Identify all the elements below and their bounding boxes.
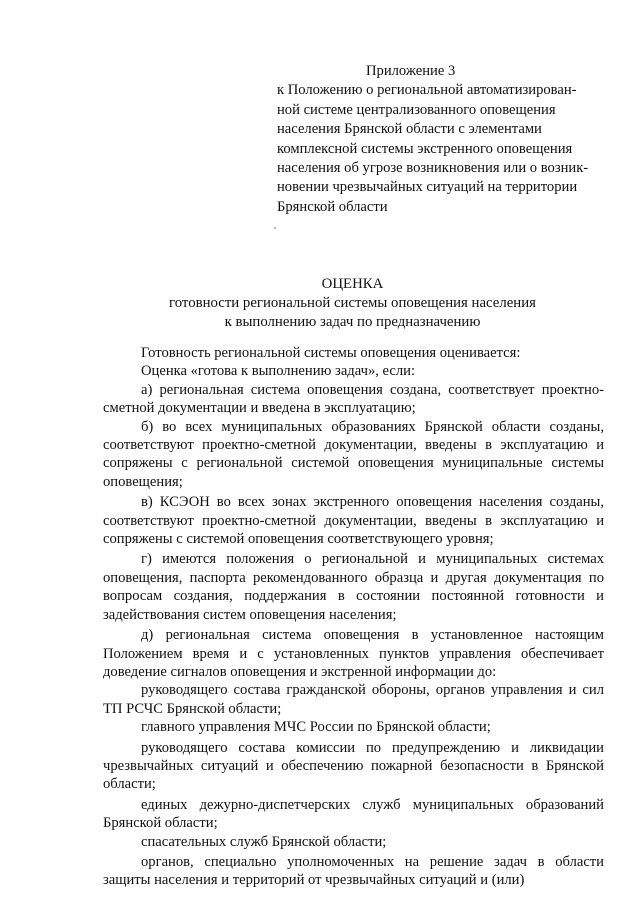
appendix-title: Приложение 3 xyxy=(366,63,456,79)
document-subtitle-line-2: к выполнению задач по предназначению xyxy=(224,314,481,330)
document-subtitle-line-1: готовности региональной системы оповещения населения xyxy=(169,295,536,311)
paragraph-item-v: в) КСЭОН во всех зонах экстренного оповещения населения созданы, соответствуют проектно-сметной документации, введены в эксплуатацию и сопряжены с системой оповещения соответствующего уровня; xyxy=(103,494,604,548)
appendix-line: к Положению о региональной автоматизирован- xyxy=(277,82,577,99)
paragraph-recipient: руководящего состава гражданской обороны, органов управления и сил ТП РСЧС Брянской области; xyxy=(103,682,604,717)
scan-speck xyxy=(274,227,276,229)
paragraph-recipient: главного управления МЧС России по Брянской области; xyxy=(141,719,491,736)
appendix-line: населения об угрозе возникновения или о возник- xyxy=(277,160,589,177)
appendix-line: населения Брянской области с элементами xyxy=(277,121,542,138)
document-title: ОЦЕНКА xyxy=(321,276,384,292)
appendix-line: ной системе централизованного оповещения xyxy=(277,101,556,118)
paragraph-recipient: органов, специально уполномоченных на решение задач в области защиты населения и территорий от чрезвычайных ситуаций и (или) xyxy=(103,853,604,889)
appendix-line: Брянской области xyxy=(277,198,388,215)
paragraph-item-b: б) во всех муниципальных образованиях Брянской области созданы, соответствуют проектно-сметной документации, введены в эксплуатацию и сопряжены с региональной системой оповещения муниципальные системы оповещения; xyxy=(103,418,604,490)
paragraph-item-d: д) региональная система оповещения в установленное настоящим Положением время и с установленных пунктов управления обеспечивает доведение сигналов оповещения и экстренной информации до: xyxy=(103,627,604,680)
paragraph-intro: Готовность региональной системы оповещения оценивается: xyxy=(141,345,521,361)
appendix-line: новении чрезвычайных ситуаций на территории xyxy=(277,179,578,196)
document-body xyxy=(103,344,604,890)
paragraph-recipient: единых дежурно-диспетчерских служб муниципальных образований Брянской области; xyxy=(103,796,604,832)
paragraph-recipient: спасательных служб Брянской области; xyxy=(141,833,387,850)
paragraph-item-g: г) имеются положения о региональной и муниципальных системах оповещения, паспорта рекомендованного образца и другая документация по вопросам создания, поддержания в состоянии постоянной готовности и задействования систем оповещения населения; xyxy=(103,551,604,623)
appendix-line: комплексной системы экстренного оповещения xyxy=(277,140,573,157)
paragraph-rating: Оценка «готова к выполнению задач», если: xyxy=(141,363,416,380)
paragraph-item-a: а) региональная система оповещения создана, соответствует проектно-сметной документации и введена в эксплуатацию; xyxy=(103,381,604,417)
paragraph-recipient: руководящего состава комиссии по предупреждению и ликвидации чрезвычайных ситуаций и обеспечению пожарной безопасности в Брянской области; xyxy=(103,739,604,793)
appendix-header xyxy=(277,62,607,217)
